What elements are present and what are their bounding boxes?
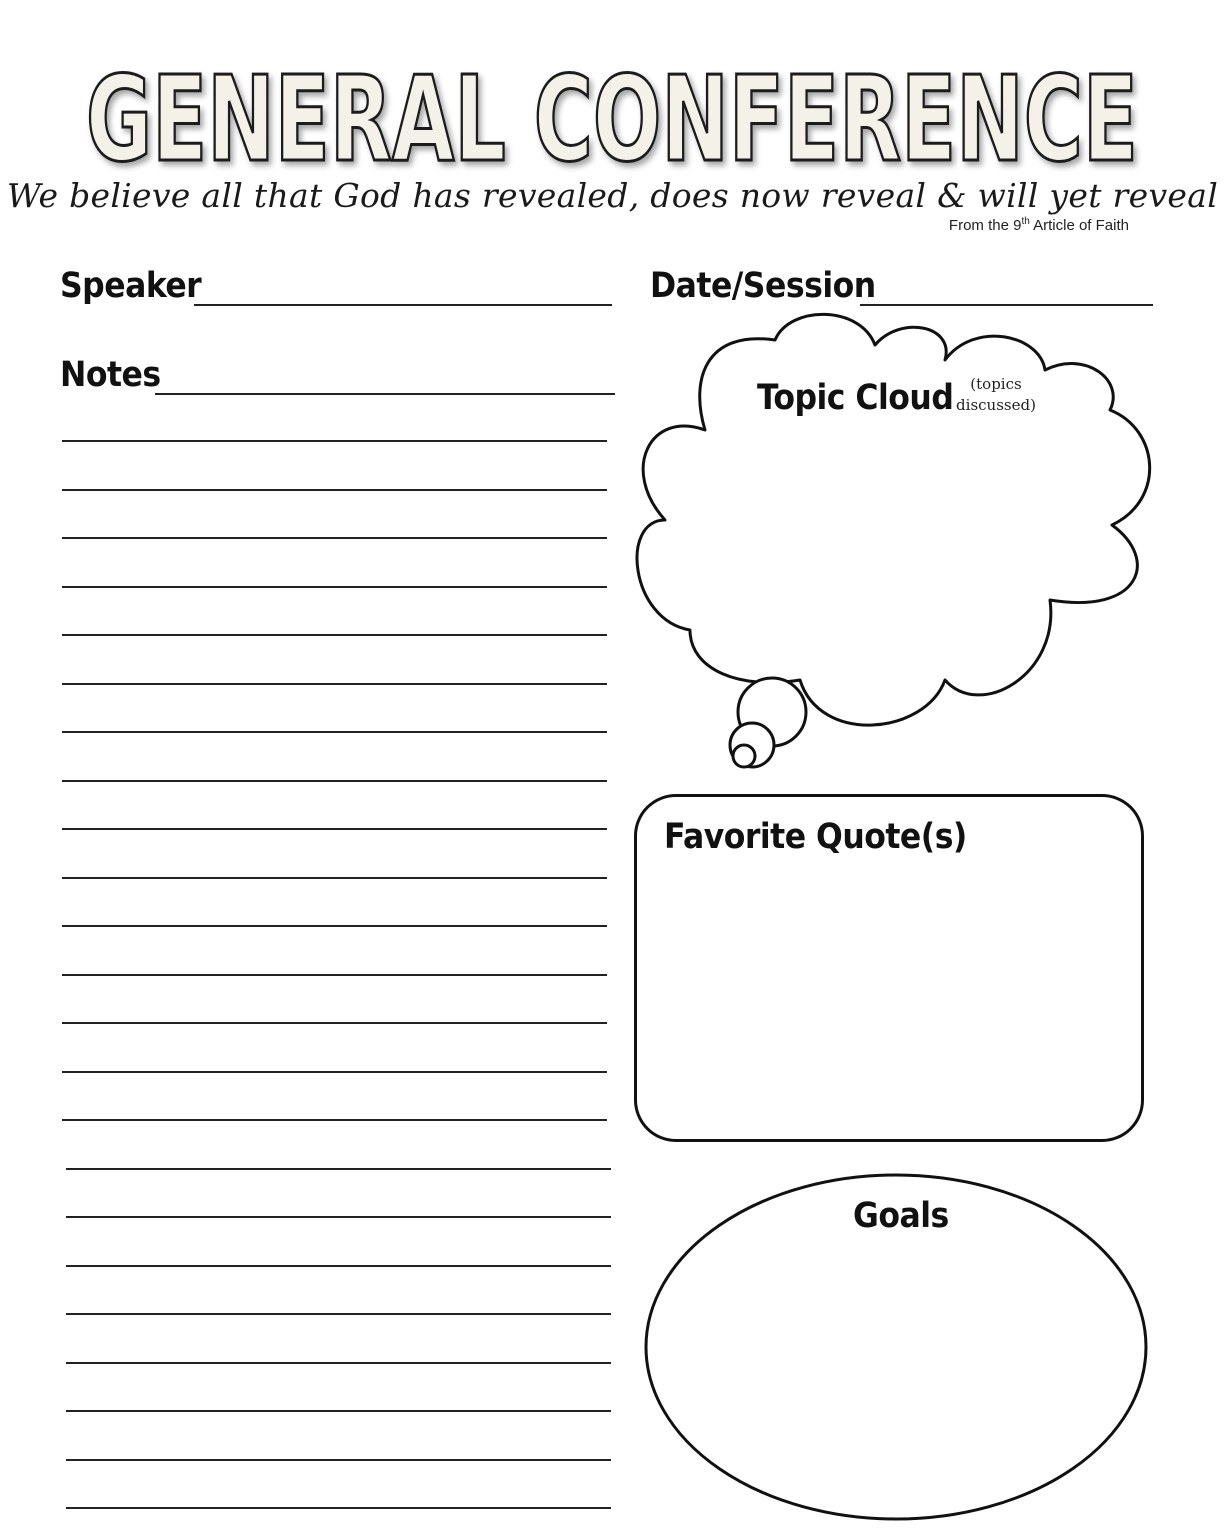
tagline: We believe all that God has revealed, does now reveal & will yet reveal [6,176,1219,215]
note-line[interactable] [62,1071,607,1073]
goals-title: Goals [853,1196,949,1236]
topic-cloud-note-line1: (topics [970,375,1022,393]
speaker-label: Speaker [60,266,202,306]
note-line[interactable] [66,1216,611,1218]
note-line[interactable] [66,1410,611,1412]
notes-label: Notes [60,355,161,395]
source-ordinal: th [1021,216,1030,227]
note-line[interactable] [62,925,607,927]
note-line[interactable] [66,1507,611,1509]
note-line[interactable] [62,1022,607,1024]
note-line[interactable] [62,877,607,879]
note-line[interactable] [66,1313,611,1315]
thought-bubble-small [733,745,755,767]
page-title: GENERAL CONFERENCE [86,50,1138,180]
note-line[interactable] [66,1459,611,1461]
cloud-outline [637,314,1150,725]
topic-cloud-note-line2: discussed) [956,396,1036,414]
note-line[interactable] [66,1168,611,1170]
favorite-quotes-title: Favorite Quote(s) [664,817,967,857]
topic-cloud-note [950,374,1042,416]
topic-cloud-title: Topic Cloud [757,378,954,418]
note-line[interactable] [62,974,607,976]
date-session-label: Date/Session [650,266,876,306]
note-line[interactable] [62,828,607,830]
source-prefix: From the 9 [948,217,1022,234]
note-line[interactable] [66,1362,611,1364]
note-line[interactable] [62,1119,607,1121]
note-line[interactable] [66,1265,611,1267]
source-suffix: Article of Faith [1029,217,1129,234]
